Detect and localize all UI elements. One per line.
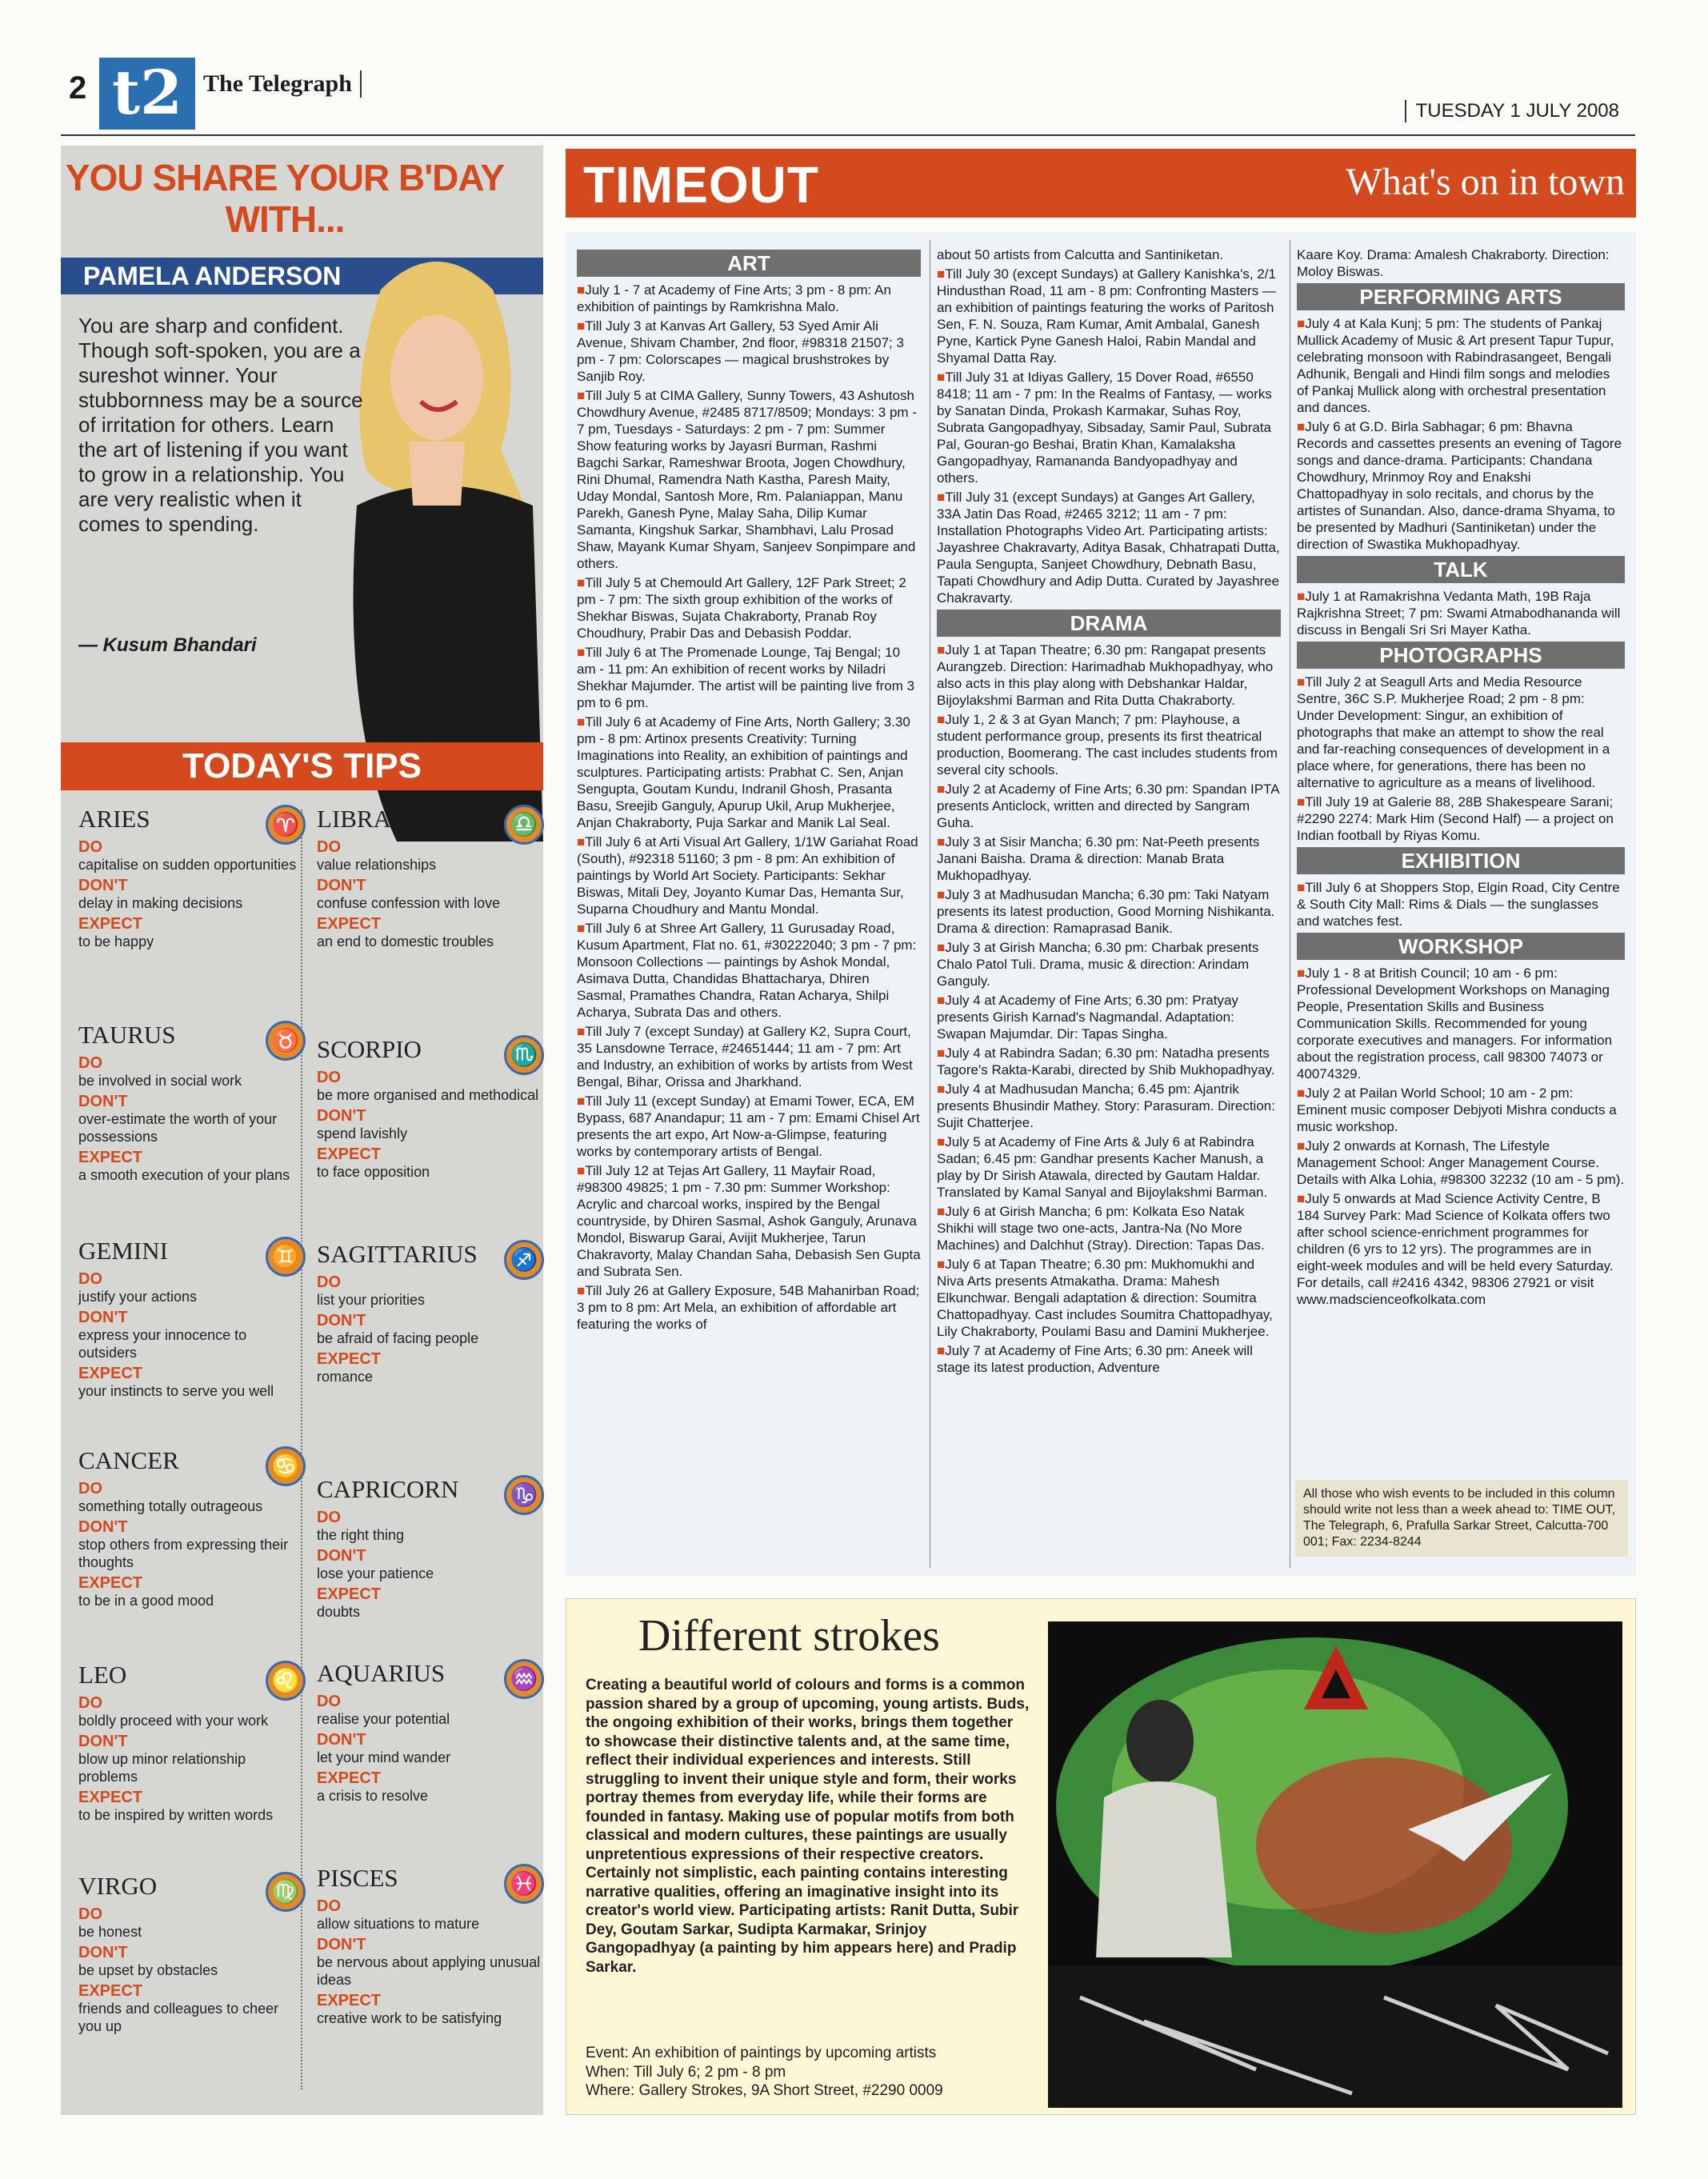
listing-item: ■ July 2 at Pailan World School; 10 am - 2 pm: Eminent music composer Debjyoti Mishra conducts a music workshop. xyxy=(1297,1085,1625,1135)
listing-item: ■ Till July 26 at Gallery Exposure, 54B Mahanirban Road; 3 pm to 8 pm: Art Mela, an exhibition of affordable art featuring the works of xyxy=(577,1282,921,1333)
do-text: be involved in social work xyxy=(78,1073,242,1089)
sign-cancer xyxy=(78,1446,302,1609)
sign-name: LEO xyxy=(78,1661,127,1689)
zodiac-pisces-icon: ♓ xyxy=(504,1864,544,1904)
listing-item: ■ Till July 3 at Kanvas Art Gallery, 53 Syed Amir Ali Avenue, Shivam Chamber, 2nd floor, #98318 21507; 3 pm - 7 pm: Colorscapes — magical brushstrokes by Sanjib Roy. xyxy=(577,318,921,385)
sign-name: SCORPIO xyxy=(317,1035,422,1063)
timeout-title: TIMEOUT xyxy=(583,156,819,214)
section-heading: PERFORMING ARTS xyxy=(1297,283,1625,310)
listing-item: ■ Till July 6 at Academy of Fine Arts, North Gallery; 3.30 pm - 8 pm: Artinox presents Creativity: Turning Imaginations into Reality, an exhibition of paintings and sculptures. Participating artists: Prabhat C. Sen, Anjan Sengupta, Goutam Kundu, Indranil Ghosh, Prasanta Basu, Sreejib Ganguly, Apurup Ukil, Arup Mukherjee, Anjan Chakraborty, Puja Sarkar and Manik Lal Seal. xyxy=(577,714,921,831)
dont-label: DON'T xyxy=(317,877,366,894)
do-text: the right thing xyxy=(317,1527,405,1543)
do-text: list your priorities xyxy=(317,1292,426,1308)
listing-item: ■ Till July 31 at Idiyas Gallery, 15 Dover Road, #6550 8418; 11 am - 7 pm: In the Realms of Fantasy, — works by Sanatan Dinda, Prokash Karmakar, Suhas Roy, Subrata Gangopadhyay, Sibsaday, Samir Paul, Subrata Pal, Gouran-go Beshai, Bratin Khan, Kamalaksha Gangopadhyay, Ramananda Bandyopadhyay and others. xyxy=(937,369,1281,486)
dont-text: stop others from expressing their thoughts xyxy=(78,1537,289,1570)
expect-label: EXPECT xyxy=(78,915,143,933)
todays-tips-heading: TODAY'S TIPS xyxy=(61,742,543,790)
do-label: DO xyxy=(78,838,102,856)
expect-label: EXPECT xyxy=(317,1350,382,1368)
do-text: be honest xyxy=(78,1924,142,1940)
do-text: justify your actions xyxy=(78,1289,198,1305)
timeout-header xyxy=(566,149,1636,218)
dont-text: spend lavishly xyxy=(317,1125,408,1141)
do-label: DO xyxy=(317,1273,341,1291)
expect-label: EXPECT xyxy=(317,1145,382,1163)
listing-item: ■ July 6 at G.D. Birla Sabhagar; 6 pm: Bhavna Records and cassettes presents an evening of Tagore songs and dance-drama. Participants: Chandana Chowdhury, Mrinmoy Roy and Enakshi Chattopadhyay in solo recitals, and chorus by the artistes of Sunandan. Also, dance-drama Shyama, to be presented by Madhuri (Santiniketan) under the direction of Swastika Mukhopadhyay. xyxy=(1297,418,1625,553)
sign-libra xyxy=(317,805,541,950)
do-label: DO xyxy=(317,838,341,856)
sign-scorpio xyxy=(317,1035,541,1181)
expect-label: EXPECT xyxy=(78,1149,143,1166)
listings xyxy=(566,232,1636,1576)
bday-celebrity-name: PAMELA ANDERSON xyxy=(61,258,543,294)
do-label: DO xyxy=(317,1693,341,1710)
listing-item: ■ Till July 5 at Chemould Art Gallery, 12F Park Street; 2 pm - 7 pm: The sixth group exhibition of the works of Shekhar Biswas, Sujata Chakraborty, Pranab Roy Choudhury, Prabir Das and Debasish Poddar. xyxy=(577,574,921,642)
feature-title: Different strokes xyxy=(638,1611,940,1661)
listing-item: ■ July 4 at Rabindra Sadan; 6.30 pm: Natadha presents Tagore's Rakta-Karabi, directed by Shib Mukhopadhyay. xyxy=(937,1045,1281,1078)
dont-label: DON'T xyxy=(317,1547,366,1565)
sign-aquarius xyxy=(317,1659,541,1805)
zodiac-capricorn-icon: ♑ xyxy=(504,1475,544,1515)
expect-label: EXPECT xyxy=(317,1992,382,2009)
sign-pisces xyxy=(317,1864,541,2027)
expect-text: to face opposition xyxy=(317,1164,430,1180)
dont-text: be nervous about applying unusual ideas xyxy=(317,1954,541,1988)
dont-text: confuse confession with love xyxy=(317,895,501,911)
expect-label: EXPECT xyxy=(317,1585,382,1603)
listing-item: ■ Till July 30 (except Sundays) at Gallery Kanishka's, 2/1 Hindusthan Road, 11 am - 8 pm: Confronting Masters — an exhibition of paintings featuring the works of Paritosh Sen, F. N. Souza, Ram Kumar, Amit Ambalal, Ganesh Pyne, Kartick Pyne Ganesh Haloi, Rabin Mandal and Shyamal Datta Ray. xyxy=(937,266,1281,366)
zodiac-scorpio-icon: ♏ xyxy=(504,1035,544,1075)
expect-text: a smooth execution of your plans xyxy=(78,1167,290,1183)
listing-item: ■ July 5 at Academy of Fine Arts & July 6 at Rabindra Sadan; 6.45 pm: Gandhar presents Kacher Manush, a play by Dr Sirish Atawala, directed by Gautam Haldar. Translated by Kamal Sanyal and Bijoylakshmi Barman. xyxy=(937,1133,1281,1201)
listing-item: ■ Till July 2 at Seagull Arts and Media Resource Sentre, 36C S.P. Mukherjee Road; 2 pm - 8 pm: Under Development: Singur, an exhibition of photographs that make an attempt to show the real and far-reaching consequences of development in a place where, for generations, there has been no alternative to agriculture as a means of livelihood. xyxy=(1297,674,1625,791)
listing-item: ■ Till July 6 at The Promenade Lounge, Taj Bengal; 10 am - 11 pm: An exhibition of recent works by Niladri Shekhar Majumder. The artist will be painting live from 3 pm to 6 pm. xyxy=(577,644,921,711)
listing-item: Kaare Koy. Drama: Amalesh Chakraborty. Direction: Moloy Biswas. xyxy=(1297,247,1610,279)
expect-label: EXPECT xyxy=(78,1574,143,1592)
zodiac-leo-icon: ♌ xyxy=(266,1661,306,1701)
listing-item: ■ July 3 at Girish Mancha; 6.30 pm: Charbak presents Chalo Patol Tuli. Drama, music & direction: Arindam Ganguly. xyxy=(937,939,1281,990)
listing-item: about 50 artists from Calcutta and Santiniketan. xyxy=(937,247,1224,262)
do-text: something totally outrageous xyxy=(78,1498,263,1514)
do-label: DO xyxy=(78,1480,102,1497)
dont-label: DON'T xyxy=(317,1107,366,1125)
section-heading: DRAMA xyxy=(937,610,1281,637)
listing-item: ■ Till July 5 at CIMA Gallery, Sunny Towers, 43 Ashutosh Chowdhury Avenue, #2485 8717/8509; Mondays: 3 pm - 7 pm, Tuesdays - Saturdays: 2 pm - 7 pm: Summer Show featuring works by Jayasri Burman, Rashmi Bagchi Sarkar, Rameshwar Broota, Jogen Chowdhury, Rini Dhumal, Ramendra Nath Kastha, Paresh Maity, Uday Mondal, Santosh More, Rm. Palaniappan, Manu Parekh, Ganesh Pyne, Malay Saha, Dilip Kumar Samanta, Kingshuk Sarkar, Shambhavi, Lalu Prosad Shaw, Mayank Kumar Shyam, Sanjeev Sonpimpare and others. xyxy=(577,387,921,572)
zodiac-taurus-icon: ♉ xyxy=(266,1021,306,1061)
dont-text: over-estimate the worth of your possessions xyxy=(78,1111,278,1145)
dont-text: lose your patience xyxy=(317,1565,434,1581)
bday-horoscope-text: You are sharp and confident. Though soft-spoken, you are a sureshot winner. Your stubbornness may be a source of irritation for others. Learn the art of listening if you want to grow in a relationship. You are very realistic when it comes to spending. xyxy=(78,314,363,536)
listing-item: ■ July 1, 2 & 3 at Gyan Manch; 7 pm: Playhouse, a student performance group, presents its first theatrical production, Boomerang. The cast includes students from several city schools. xyxy=(937,711,1281,778)
expect-text: to be inspired by written words xyxy=(78,1807,274,1823)
do-text: allow situations to mature xyxy=(317,1916,480,1932)
sign-name: VIRGO xyxy=(78,1872,158,1900)
listing-item: ■ July 1 at Tapan Theatre; 6.30 pm: Rangapat presents Aurangzeb. Direction: Harimadhab Mukhopadhyay, who also acts in this play along with Debshankar Haldar, Bijoylakshmi Barman and Rita Dutta Chakraborty. xyxy=(937,642,1281,709)
zodiac-sagittarius-icon: ♐ xyxy=(504,1240,544,1280)
sign-name: PISCES xyxy=(317,1864,398,1892)
zodiac-aries-icon: ♈ xyxy=(266,805,306,845)
expect-label: EXPECT xyxy=(317,1769,382,1787)
do-label: DO xyxy=(78,1905,102,1923)
when-line: When: Till July 6; 2 pm - 8 pm xyxy=(586,2063,786,2081)
listing-item: ■ July 3 at Sisir Mancha; 6.30 pm: Nat-Peeth presents Janani Baisha. Drama & direction: Manab Brata Mukhopadhyay. xyxy=(937,834,1281,884)
sign-virgo xyxy=(78,1872,302,2035)
listing-item: ■ Till July 6 at Shoppers Stop, Elgin Road, City Centre & South City Mall: Rims & Dials — the sunglasses and watches fest. xyxy=(1297,879,1625,930)
do-text: boldly proceed with your work xyxy=(78,1713,269,1729)
dont-label: DON'T xyxy=(317,1312,366,1329)
zodiac-libra-icon: ♎ xyxy=(504,805,544,845)
dont-label: DON'T xyxy=(78,1309,128,1326)
listing-item: ■ Till July 12 at Tejas Art Gallery, 11 Mayfair Road, #98300 49825; 1 pm - 7.30 pm: Summer Workshop: Acrylic and charcoal works, inspired by the Bengal countryside, by Dhiren Sasmal, Ashok Ganguly, Arunava Mondol, Biswarup Garai, Avijit Mukherjee, Tarun Chakravorty, Malay Chandan Saha, Debasish Sen Gupta and Subrata Sen. xyxy=(577,1162,921,1280)
sign-name: LIBRA xyxy=(317,805,391,833)
listing-item: ■ July 3 at Madhusudan Mancha; 6.30 pm: Taki Natyam presents its latest production, Good Morning Nishikanta. Drama & direction: Ramaprasad Banik. xyxy=(937,886,1281,937)
dont-text: blow up minor relationship problems xyxy=(78,1751,246,1785)
sign-aries xyxy=(78,805,302,950)
sign-name: CAPRICORN xyxy=(317,1475,459,1503)
zodiac-cancer-icon: ♋ xyxy=(266,1446,306,1486)
expect-label: EXPECT xyxy=(78,1982,143,2000)
do-label: DO xyxy=(78,1054,102,1072)
dont-label: DON'T xyxy=(317,1936,366,1953)
bday-heading: YOU SHARE YOUR B'DAY WITH... xyxy=(65,157,505,240)
expect-text: to be in a good mood xyxy=(78,1593,214,1609)
issue-date: TUESDAY 1 JULY 2008 xyxy=(1405,100,1619,122)
masthead xyxy=(61,56,1635,136)
submission-note: All those who wish events to be included in this column should write not less than a week ahead to: TIME OUT, The Telegraph, 6, Prafulla Sarkar Street, Calcutta-700 001; Fax: 2234-8244 xyxy=(1295,1480,1628,1557)
featured-painting xyxy=(1048,1621,1622,2108)
feature-body: Creating a beautiful world of colours and forms is a common passion shared by a group of upcoming, young artists. Buds, the ongoing exhibition of their works, brings them together to showcase their distinctive talents and, at the same time, reflect their individual experiences and interests. Still struggling to invent their unique style and form, their works portray themes from everyday life, while their forms are founded in fantasy. Making use of popular motifs from both classical and modern cultures, these paintings are usually unpretentious expressions of their respective creators. Certainly not simplistic, each painting contains interesting narrative qualities, offering an imaginative insight into its creator's world view. Participating artists: Ranit Dutta, Subir Dey, Goutam Sarkar, Sudipta Karmakar, Srinjoy Gangopadhyay (a painting by him appears here) and Pradip Sarkar. xyxy=(586,1677,1030,1976)
section-heading: EXHIBITION xyxy=(1297,847,1625,874)
feature-event-info xyxy=(586,2044,1030,2101)
t2-logo: t2 xyxy=(99,58,195,130)
expect-text: romance xyxy=(317,1369,374,1385)
expect-text: creative work to be satisfying xyxy=(317,2010,502,2026)
listing-item: ■ Till July 7 (except Sunday) at Gallery K2, Supra Court, 35 Lansdowne Terrace, #24651444; 11 am - 7 pm: Art and Industry, an exhibition of works by artists from West Bengal, Bihar, Orissa and Jharkhand. xyxy=(577,1023,921,1090)
dont-label: DON'T xyxy=(78,877,128,894)
paper-name: The Telegraph xyxy=(203,70,362,98)
dont-text: let your mind wander xyxy=(317,1749,451,1765)
section-heading: ART xyxy=(577,250,921,277)
listing-item: ■ July 1 - 8 at British Council; 10 am - 6 pm: Professional Development Workshops on Managing People, Presentation Skills and Business Communication Skills. Recommended for young corporate executives and managers. For information about the registration process, call 98300 74073 or 40074329. xyxy=(1297,965,1625,1082)
sign-name: CANCER xyxy=(78,1446,179,1474)
listing-item: ■ July 4 at Madhusudan Mancha; 6.45 pm: Ajantrik presents Bhusindir Mathey. Story: Parasuram. Direction: Sujit Chatterjee. xyxy=(937,1081,1281,1131)
listing-item: ■ July 6 at Girish Mancha; 6 pm: Kolkata Eso Natak Shikhi will stage two one-acts, Jantra-Na (No More Machines) and Dalchhut (Stray). Direction: Tapas Das. xyxy=(937,1203,1281,1253)
listing-item: ■ July 6 at Tapan Theatre; 6.30 pm: Mukhomukhi and Niva Arts presents Atmakatha. Drama: Mahesh Elkunchwar. Bengali adaptation & direction: Soumitra Chattopadhyay. Cast includes Soumitra Chattopadhyay, Lily Chakraborty, Poulami Basu and Damini Mukherjee. xyxy=(937,1256,1281,1340)
listing-item: ■ July 5 onwards at Mad Science Activity Centre, B 184 Survey Park: Mad Science of Kolkata offers two after school science-enrichment programmes for children (6 yrs to 12 yrs). The programmes are in eight-week modules and will be held every Saturday. For details, call #2416 4342, 98306 27921 or visit www.madscienceofkolkata.com xyxy=(1297,1190,1625,1308)
listing-item: ■ July 4 at Kala Kunj; 5 pm: The students of Pankaj Mullick Academy of Music & Art present Tapur Tupur, celebrating monsoon with Rabindrasangeet, Bengali Adhunik, Bengali and Hindi film songs and melodies of Pankaj Mullick along with orchestral presentation and dances. xyxy=(1297,315,1625,416)
section-heading: TALK xyxy=(1297,556,1625,583)
timeout-subtitle: What's on in town xyxy=(1346,161,1625,203)
do-label: DO xyxy=(78,1694,102,1712)
sign-gemini xyxy=(78,1237,302,1400)
expect-text: doubts xyxy=(317,1604,361,1620)
do-label: DO xyxy=(78,1270,102,1288)
dont-label: DON'T xyxy=(78,1093,128,1110)
listing-item: ■ July 7 at Academy of Fine Arts; 6.30 pm: Aneek will stage its latest production, Adventure xyxy=(937,1342,1281,1376)
dont-text: be upset by obstacles xyxy=(78,1962,218,1978)
sign-taurus xyxy=(78,1021,302,1184)
listing-item: ■ July 2 at Academy of Fine Arts; 6.30 pm: Spandan IPTA presents Anticlock, written and directed by Sangram Guha. xyxy=(937,781,1281,831)
dont-label: DON'T xyxy=(317,1731,366,1749)
page-number: 2 xyxy=(69,70,87,106)
expect-label: EXPECT xyxy=(317,915,382,933)
listings-column-3 xyxy=(1297,246,1625,1310)
dont-label: DON'T xyxy=(78,1518,128,1536)
expect-text: your instincts to serve you well xyxy=(78,1383,274,1399)
expect-text: a crisis to resolve xyxy=(317,1788,429,1804)
sign-name: SAGITTARIUS xyxy=(317,1240,478,1268)
bday-author: — Kusum Bhandari xyxy=(78,634,257,656)
expect-text: to be happy xyxy=(78,934,154,950)
listing-item: ■ July 1 - 7 at Academy of Fine Arts; 3 pm - 8 pm: An exhibition of paintings by Ramkrishna Malo. xyxy=(577,282,921,315)
expect-label: EXPECT xyxy=(78,1365,143,1382)
listing-item: ■ Till July 6 at Arti Visual Art Gallery, 1/1W Gariahat Road (South), #92318 51160; 3 pm - 8 pm: An exhibition of paintings by World Art Society. Participants: Sekhar Biswas, Mitali Dey, Joyanto Kumar Das, Hemanta Sur, Suparna Choudhury and Mantu Mondal. xyxy=(577,834,921,918)
listing-item: ■ Till July 31 (except Sundays) at Ganges Art Gallery, 33A Jatin Das Road, #2465 3212; 11 am - 7 pm: Installation Photographs Video Art. Participating artists: Jayashree Chakravarty, Aditya Basak, Chhatrapati Dutta, Paula Sengupta, Sanjeet Chowdhury, Debnath Basu, Tapati Chowdhury and Adip Dutta. Curated by Jayashree Chakravarty. xyxy=(937,489,1281,606)
sidebar xyxy=(61,146,543,2115)
section-heading: WORKSHOP xyxy=(1297,933,1625,960)
zodiac-virgo-icon: ♍ xyxy=(266,1872,306,1912)
listing-item: ■ Till July 19 at Galerie 88, 28B Shakespeare Sarani; #2290 2274: Mark Him (Second Half) — a project on Indian football by Riyas Komu. xyxy=(1297,794,1625,844)
sign-name: AQUARIUS xyxy=(317,1659,446,1687)
listings-column-2 xyxy=(937,246,1281,1378)
section-heading: PHOTOGRAPHS xyxy=(1297,642,1625,669)
sign-name: ARIES xyxy=(78,805,150,833)
expect-text: an end to domestic troubles xyxy=(317,934,494,950)
do-text: be more organised and methodical xyxy=(317,1087,539,1103)
sign-capricorn xyxy=(317,1475,541,1621)
listing-item: ■ July 2 onwards at Kornash, The Lifestyle Management School: Anger Management Course. Details with Alka Lohia, #98300 32232 (10 am - 5 pm). xyxy=(1297,1137,1625,1188)
where-line: Where: Gallery Strokes, 9A Short Street, #2290 0009 xyxy=(586,2082,943,2099)
dont-text: express your innocence to outsiders xyxy=(78,1327,247,1361)
sign-name: GEMINI xyxy=(78,1237,168,1265)
zodiac-gemini-icon: ♊ xyxy=(266,1237,306,1277)
zodiac-aquarius-icon: ♒ xyxy=(504,1659,544,1699)
do-label: DO xyxy=(317,1509,341,1526)
do-text: capitalise on sudden opportunities xyxy=(78,857,297,873)
do-text: value relationships xyxy=(317,857,437,873)
expect-text: friends and colleagues to cheer you up xyxy=(78,2001,279,2034)
dont-label: DON'T xyxy=(78,1733,128,1750)
sign-name: TAURUS xyxy=(78,1021,176,1049)
do-label: DO xyxy=(317,1897,341,1915)
listing-item: ■ July 1 at Ramakrishna Vedanta Math, 19B Raja Rajkrishna Street; 7 pm: Swami Atmabodhananda will discuss in Bengali Sri Sri Mayer Katha. xyxy=(1297,588,1625,638)
dont-text: be afraid of facing people xyxy=(317,1330,479,1346)
event-line: Event: An exhibition of paintings by upcoming artists xyxy=(586,2045,937,2061)
dont-text: delay in making decisions xyxy=(78,895,243,911)
sign-leo xyxy=(78,1661,302,1824)
listings-column-1 xyxy=(577,246,921,1335)
different-strokes-feature xyxy=(566,1598,1636,2115)
do-text: realise your potential xyxy=(317,1711,450,1727)
expect-label: EXPECT xyxy=(78,1789,143,1806)
sign-sagittarius xyxy=(317,1240,541,1385)
listing-item: ■ Till July 6 at Shree Art Gallery, 11 Gurusaday Road, Kusum Apartment, Flat no. 61, #30222040; 3 pm - 7 pm: Monsoon Collections — paintings by Ashok Mondal, Asimava Dutta, Chandidas Bhattacharya, Dhiren Sasmal, Pramathes Chandra, Ratan Acharya, Shilpi Acharya, Subrata Das and others. xyxy=(577,920,921,1021)
listing-item: ■ July 4 at Academy of Fine Arts; 6.30 pm: Pratyay presents Girish Karnad's Nagmandal. Adaptation: Swapan Majumdar. Dir: Tapas Singha. xyxy=(937,992,1281,1042)
dont-label: DON'T xyxy=(78,1944,128,1961)
listing-item: ■ Till July 11 (except Sunday) at Emami Tower, ECA, EM Bypass, 687 Anandapur; 11 am - 7 pm: Emami Chisel Art presents the art expo, Art Now-a-Glimpse, featuring works by contemporary artists of Bengal. xyxy=(577,1093,921,1160)
do-label: DO xyxy=(317,1069,341,1086)
